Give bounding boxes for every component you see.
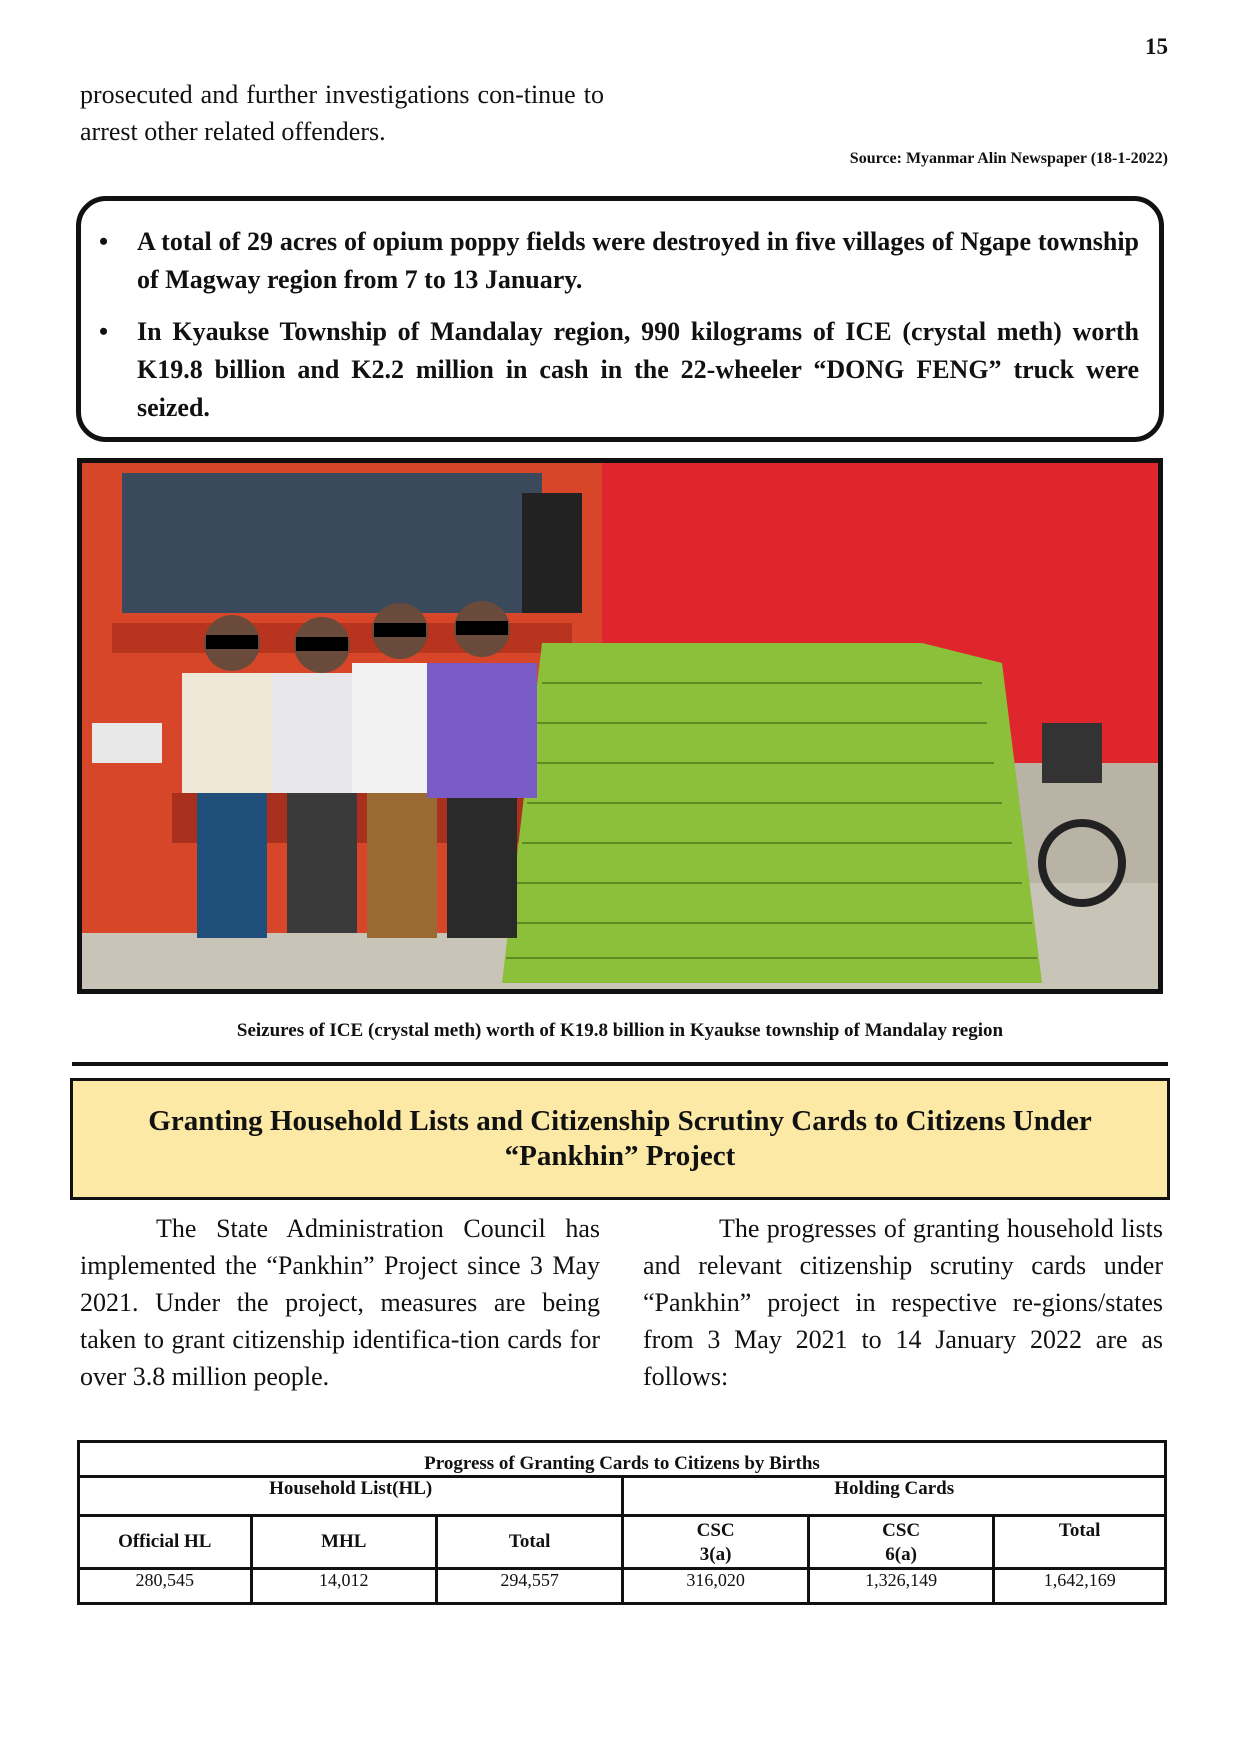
body-column-left: [80, 1210, 600, 1395]
seizure-photo: [77, 458, 1163, 994]
table-column-header: [623, 1516, 808, 1569]
table-group-header: Holding Cards: [623, 1477, 1166, 1516]
column-header-text: Official HL: [118, 1531, 212, 1552]
highlight-item: [97, 223, 1139, 299]
column-header-subtext: 3(a): [699, 1544, 732, 1565]
column-header-text: CSC: [882, 1520, 921, 1541]
highlight-list: [97, 223, 1139, 427]
package-pile: [502, 643, 1042, 983]
page-number: 15: [1145, 34, 1168, 59]
table-cell: 280,545: [79, 1569, 252, 1604]
body-paragraph: The State Administration Council has implemented the “Pankhin” Project since 3 May 2021. Under the project, measures are being taken to grant citizenship identifica-tion cards for over 3.8 million people.: [80, 1214, 600, 1391]
table-group-header: Household List(HL): [79, 1477, 623, 1516]
photo-caption: Seizures of ICE (crystal meth) worth of K19.8 billion in Kyaukse township of Mandalay region: [236, 1020, 1004, 1041]
table-cell: 14,012: [251, 1569, 436, 1604]
intro-paragraph: prosecuted and further investigations con-tinue to arrest other related offenders.: [80, 80, 604, 146]
package-mound: [502, 643, 1042, 983]
truck-mirror: [522, 493, 582, 613]
highlight-item: [97, 313, 1139, 427]
column-header-subtext: 6(a): [885, 1544, 917, 1565]
table-column-header: [251, 1516, 436, 1569]
section-title: Granting Household Lists and Citizenship Scrutiny Cards to Citizens Under “Pankhin” Project: [148, 1105, 1092, 1172]
column-header-text: Total: [508, 1531, 551, 1552]
column-header-text: Total: [1058, 1520, 1101, 1541]
table-row: [79, 1569, 1166, 1604]
table-cell: 316,020: [623, 1569, 808, 1604]
table-cell: 1,642,169: [994, 1569, 1166, 1604]
column-header-text: CSC: [696, 1520, 735, 1541]
table-column-header: [808, 1516, 994, 1569]
body-column-right: [643, 1210, 1163, 1395]
highlight-text: A total of 29 acres of opium poppy fields were destroyed in five villages of Ngape township of Magway region from 7 to 13 January.: [137, 227, 1139, 294]
progress-table: [77, 1440, 1167, 1605]
column-header-text: MHL: [321, 1531, 367, 1552]
truck-headlight: [92, 723, 162, 763]
truck-windshield: [122, 473, 542, 613]
section-heading-box: [70, 1078, 1170, 1200]
section-divider: [72, 1062, 1168, 1066]
body-paragraph: The progresses of granting household lists and relevant citizenship scrutiny cards under “Pankhin” project in respective re-gions/states from 3 May 2021 to 14 January 2022 are as follows:: [643, 1214, 1163, 1391]
highlight-text: In Kyaukse Township of Mandalay region, 990 kilograms of ICE (crystal meth) worth K19.8 billion and K2.2 million in cash in the 22-wheeler “DONG FENG” truck were seized.: [137, 317, 1139, 422]
bullet-icon: •: [99, 227, 109, 256]
source-line: Source: Myanmar Alin Newspaper (18-1-2022): [849, 150, 1168, 167]
table-column-header: [994, 1516, 1166, 1569]
table-cell: 294,557: [436, 1569, 622, 1604]
bullet-icon: •: [99, 317, 109, 346]
table-title: Progress of Granting Cards to Citizens by Births: [79, 1442, 1166, 1477]
seizure-photo-illustration: [82, 463, 1158, 989]
table-column-header: [79, 1516, 252, 1569]
highlight-box: [76, 196, 1164, 442]
table-cell: 1,326,149: [808, 1569, 994, 1604]
table-column-header: [436, 1516, 622, 1569]
